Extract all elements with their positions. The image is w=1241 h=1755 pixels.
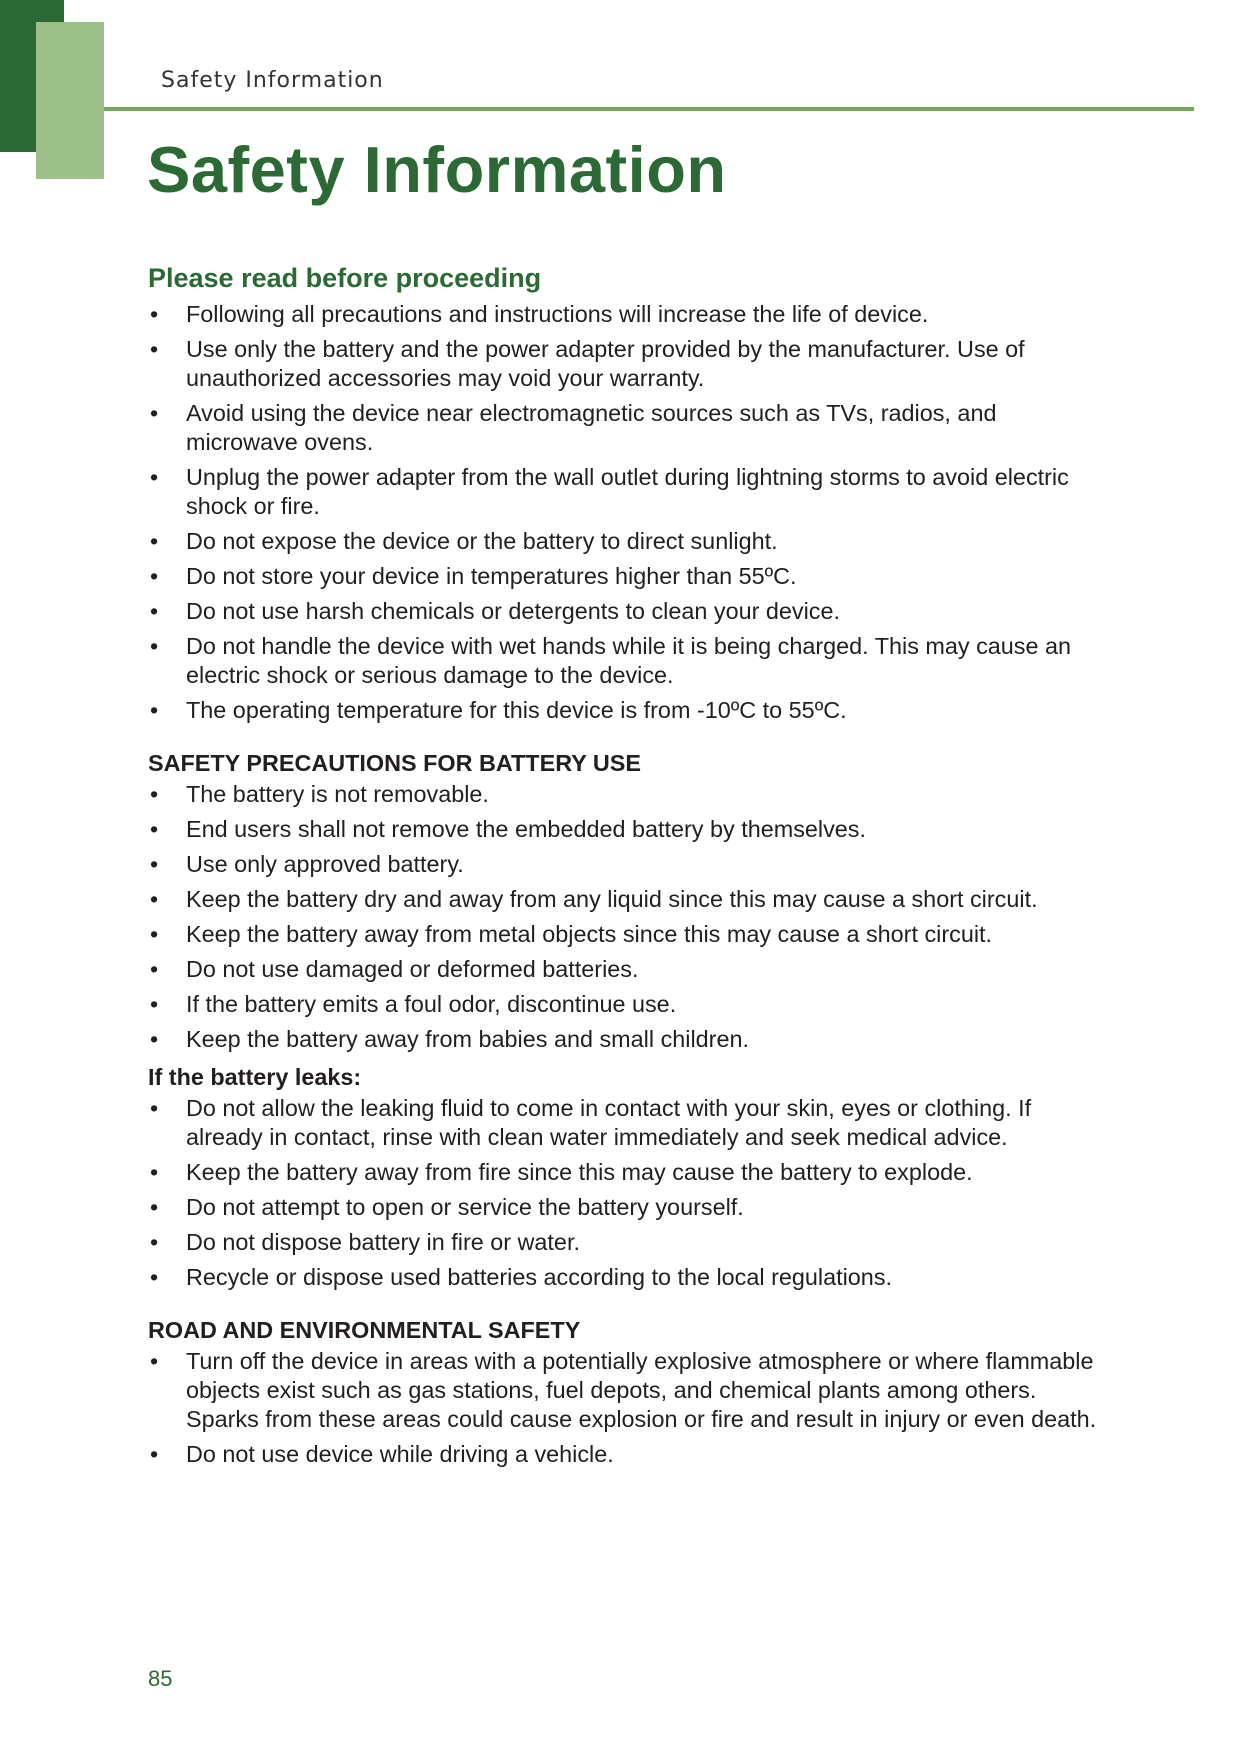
page-title: Safety Information (147, 133, 727, 206)
bullet-icon: • (150, 1159, 159, 1185)
running-header: Safety Information (161, 68, 384, 93)
list-item-text: The battery is not removable. (186, 781, 489, 807)
list-item (148, 1440, 1108, 1469)
list-item (148, 632, 1108, 690)
bullet-icon: • (150, 598, 159, 624)
corner-tab-light (36, 22, 104, 179)
section-heading-battery-leaks: If the battery leaks: (148, 1064, 362, 1090)
list-item-text: Do not store your device in temperatures higher than 55ºC. (186, 563, 797, 589)
list-item (148, 399, 1108, 457)
list-item (148, 300, 1108, 329)
list-item (148, 1193, 1108, 1222)
list-item (148, 990, 1108, 1019)
list-item (148, 1347, 1108, 1434)
list-item-text: Do not dispose battery in fire or water. (186, 1229, 580, 1255)
list-item (148, 1263, 1108, 1292)
list-item (148, 1094, 1108, 1152)
list-item (148, 335, 1108, 393)
list-item-text: Avoid using the device near electromagnetic sources such as TVs, radios, and microwave ovens. (186, 400, 997, 455)
list-item-text: Do not expose the device or the battery to direct sunlight. (186, 528, 778, 554)
list-item-text: Do not allow the leaking fluid to come in contact with your skin, eyes or clothing. If already in contact, rinse with clean water immediately and seek medical advice. (186, 1095, 1032, 1150)
list-item (148, 850, 1108, 879)
bullet-icon: • (150, 464, 159, 490)
bullet-icon: • (150, 781, 159, 807)
list-item (148, 527, 1108, 556)
list-item-text: Keep the battery away from fire since this may cause the battery to explode. (186, 1159, 973, 1185)
list-item (148, 597, 1108, 626)
list-item-text: Do not attempt to open or service the battery yourself. (186, 1194, 744, 1220)
bullet-icon: • (150, 563, 159, 589)
list-item-text: End users shall not remove the embedded battery by themselves. (186, 816, 866, 842)
section-heading-battery-precautions: SAFETY PRECAUTIONS FOR BATTERY USE (148, 750, 641, 776)
list-item (148, 696, 1108, 725)
bullet-icon: • (150, 1095, 159, 1121)
list-item-text: Keep the battery dry and away from any liquid since this may cause a short circuit. (186, 886, 1038, 912)
list-item (148, 955, 1108, 984)
bullet-icon: • (150, 886, 159, 912)
bullet-icon: • (150, 633, 159, 659)
list-road-safety (148, 1347, 1108, 1469)
list-item-text: Do not use harsh chemicals or detergents to clean your device. (186, 598, 840, 624)
list-item (148, 463, 1108, 521)
list-item (148, 885, 1108, 914)
list-item-text: Following all precautions and instructions will increase the life of device. (186, 301, 929, 327)
list-item-text: Keep the battery away from babies and small children. (186, 1026, 749, 1052)
bullet-icon: • (150, 1229, 159, 1255)
list-item-text: Keep the battery away from metal objects since this may cause a short circuit. (186, 921, 993, 947)
list-item (148, 1228, 1108, 1257)
bullet-icon: • (150, 400, 159, 426)
list-item-text: Unplug the power adapter from the wall outlet during lightning storms to avoid electric shock or fire. (186, 464, 1069, 519)
bullet-icon: • (150, 1194, 159, 1220)
bullet-icon: • (150, 336, 159, 362)
bullet-icon: • (150, 991, 159, 1017)
list-item-text: Turn off the device in areas with a potentially explosive atmosphere or where flammable objects exist such as gas stations, fuel depots, and chemical plants among others. Sparks from these areas could cause explosion or fire and result in injury or even death. (186, 1348, 1097, 1432)
list-item (148, 780, 1108, 809)
bullet-icon: • (150, 1348, 159, 1374)
list-item-text: Do not handle the device with wet hands while it is being charged. This may cause an electric shock or serious damage to the device. (186, 633, 1072, 688)
bullet-icon: • (150, 697, 159, 723)
section-heading-road-safety: ROAD AND ENVIRONMENTAL SAFETY (148, 1317, 581, 1343)
list-item (148, 920, 1108, 949)
list-item (148, 815, 1108, 844)
section-heading-read-before: Please read before proceeding (148, 263, 542, 293)
list-item-text: Use only the battery and the power adapter provided by the manufacturer. Use of unauthorized accessories may void your warranty. (186, 336, 1025, 391)
list-read-before (148, 300, 1108, 725)
list-item-text: Use only approved battery. (186, 851, 464, 877)
bullet-icon: • (150, 528, 159, 554)
bullet-icon: • (150, 301, 159, 327)
list-item (148, 1158, 1108, 1187)
bullet-icon: • (150, 1441, 159, 1467)
list-battery-precautions (148, 780, 1108, 1054)
bullet-icon: • (150, 816, 159, 842)
list-item-text: Do not use damaged or deformed batteries. (186, 956, 639, 982)
list-item-text: Recycle or dispose used batteries according to the local regulations. (186, 1264, 893, 1290)
bullet-icon: • (150, 921, 159, 947)
list-item-text: Do not use device while driving a vehicle. (186, 1441, 614, 1467)
bullet-icon: • (150, 956, 159, 982)
page-number: 85 (148, 1666, 173, 1691)
list-battery-leaks (148, 1094, 1108, 1292)
page-content (148, 258, 1108, 1475)
header-rule (104, 107, 1194, 111)
bullet-icon: • (150, 851, 159, 877)
list-item-text: The operating temperature for this device is from -10ºC to 55ºC. (186, 697, 847, 723)
bullet-icon: • (150, 1264, 159, 1290)
list-item-text: If the battery emits a foul odor, discontinue use. (186, 991, 677, 1017)
list-item (148, 1025, 1108, 1054)
bullet-icon: • (150, 1026, 159, 1052)
list-item (148, 562, 1108, 591)
